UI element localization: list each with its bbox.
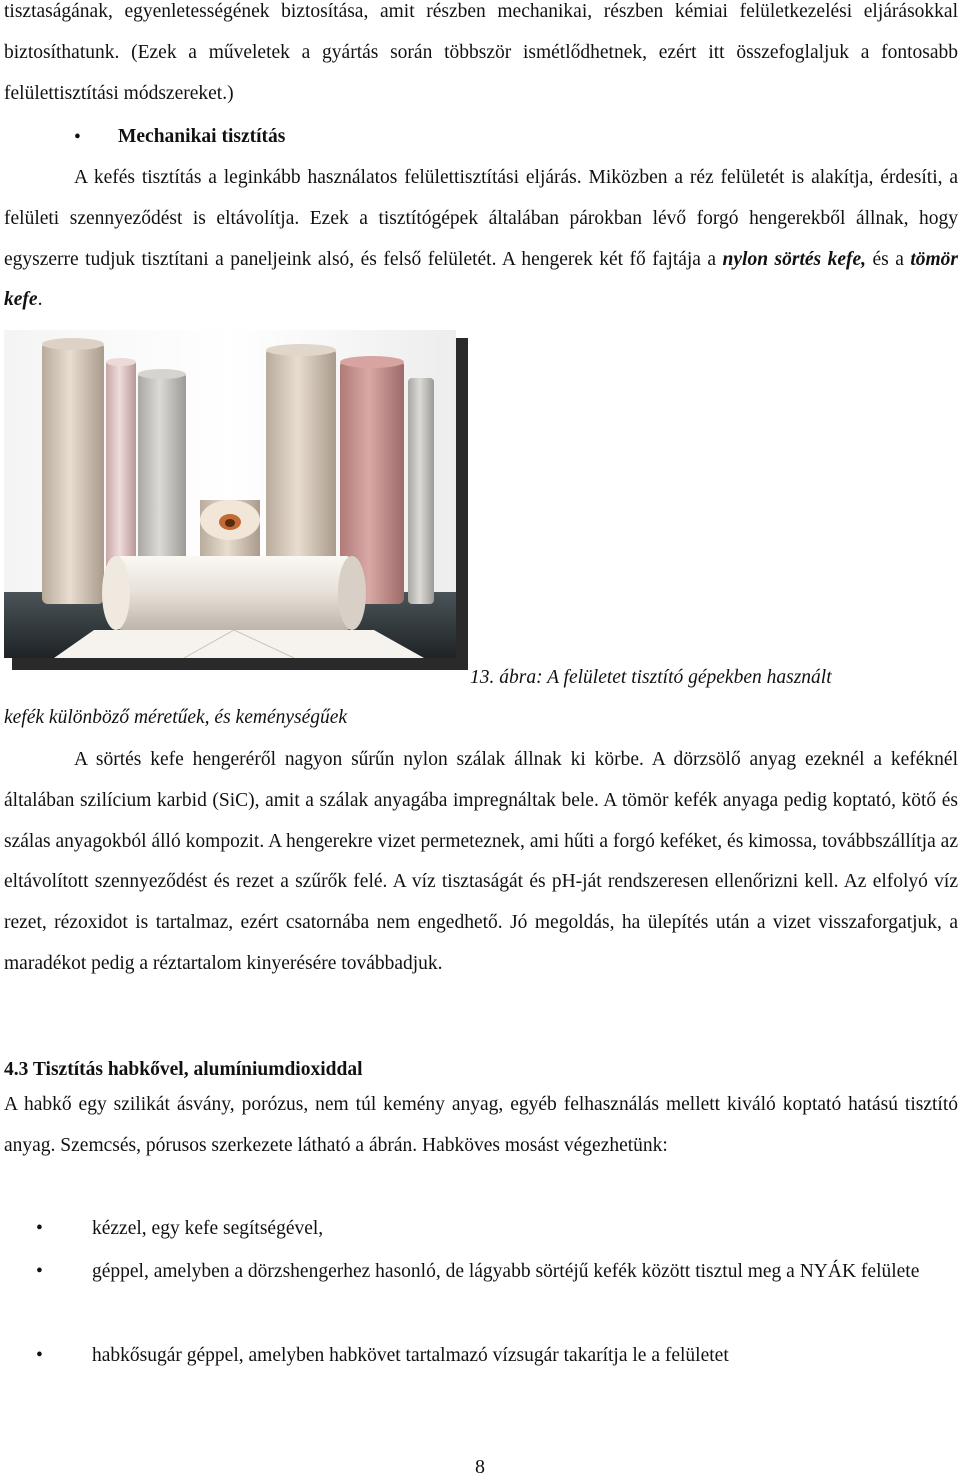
- list-bullet-2: •: [36, 1261, 43, 1282]
- mechanical-paragraph: [4, 158, 958, 321]
- emphasis-nylon-brush: nylon sörtés kefe,: [722, 248, 867, 270]
- emphasis-solid-brush: tömör kefe: [4, 248, 958, 311]
- list-item-1: kézzel, egy kefe segítségével,: [92, 1218, 324, 1239]
- list-bullet-3: •: [36, 1345, 43, 1366]
- pumice-paragraph: A habkő egy szilikát ásvány, porózus, nem túl kemény anyag, egyéb felhasználás mellett kiváló koptató hatású tisztító anyag. Szemcsés, pórusos szerkezete látható a ábrán. Habköves mosást végezhetünk:: [4, 1094, 958, 1156]
- list-item-3: habkősugár géppel, amelyben habkövet tartalmazó vízsugár takarítja le a felületet: [92, 1345, 729, 1366]
- figure-caption-line2: kefék különböző méretűek, és keménységűek: [4, 707, 348, 728]
- photo-frame: [4, 330, 456, 658]
- mechanical-text-3: .: [37, 289, 43, 311]
- brush-rollers-illustration: [4, 330, 456, 658]
- intro-paragraph: tisztaságának, egyenletességének biztosítása, amit részben mechanikai, részben kémiai felületkezelési eljárásokkal biztosíthatunk. (Ezek a műveletek a gyártás során többször ismétlődhetnek, ezért itt összefoglaljuk a fontosabb felülettisztítási módszereket.): [4, 1, 958, 104]
- bullet-dot: •: [74, 127, 81, 148]
- list-item-2: géppel, amelyben a dörzshengerhez hasonló, de lágyabb sörtéjű kefék között tisztul meg a NYÁK felülete: [92, 1261, 920, 1282]
- list-bullet-1: •: [36, 1218, 43, 1239]
- mechanical-text-1: A kefés tisztítás a leginkább használatos felülettisztítási eljárás. Miközben a réz felületét is alakítja, érdesíti, a felületi szennyeződést is eltávolítja. Ezek a tisztítógépek általában párokban lévő forgó hengerekből állnak, hogy egyszerre tudjuk tisztítani a paneljeink alsó, és felső felületét. A hengerek két fő fajtája a: [4, 167, 958, 270]
- brush-rollers-photo: [4, 330, 468, 670]
- mechanical-text-2: és a: [866, 248, 911, 270]
- brush-paragraph: A sörtés kefe hengeréről nagyon sűrűn nylon szálak állnak ki körbe. A dörzsölő anyag ezeknél a keféknél általában szilícium karbid (SiC), amit a szálak anyagába impregnáltak bele. A tömör kefék anyaga pedig koptató, kötő és szálas anyagokból álló kompozit. A hengerekre vizet permeteznek, ami hűti a forgó keféket, és kimossa, továbbszállítja az eltávolított szennyeződést és rezet a szűrők felé. A víz tisztaságát és pH-ját rendszeresen ellenőrizni kell. Az elfolyó víz rezet, rézoxidot is tartalmaz, ezért csatornába nem engedhető. Jó megoldás, ha ülepítés után a vizet visszaforgatjuk, a maradékot pedig a réztartalom kinyerésére továbbadjuk.: [4, 749, 958, 974]
- figure-caption-line1: 13. ábra: A felületet tisztító gépekben használt: [470, 667, 832, 688]
- page-number: 8: [475, 1456, 485, 1478]
- section-title-mechanical: Mechanikai tisztítás: [118, 126, 286, 147]
- section-heading-4-3: 4.3 Tisztítás habkővel, alumíniumdioxiddal: [4, 1059, 363, 1080]
